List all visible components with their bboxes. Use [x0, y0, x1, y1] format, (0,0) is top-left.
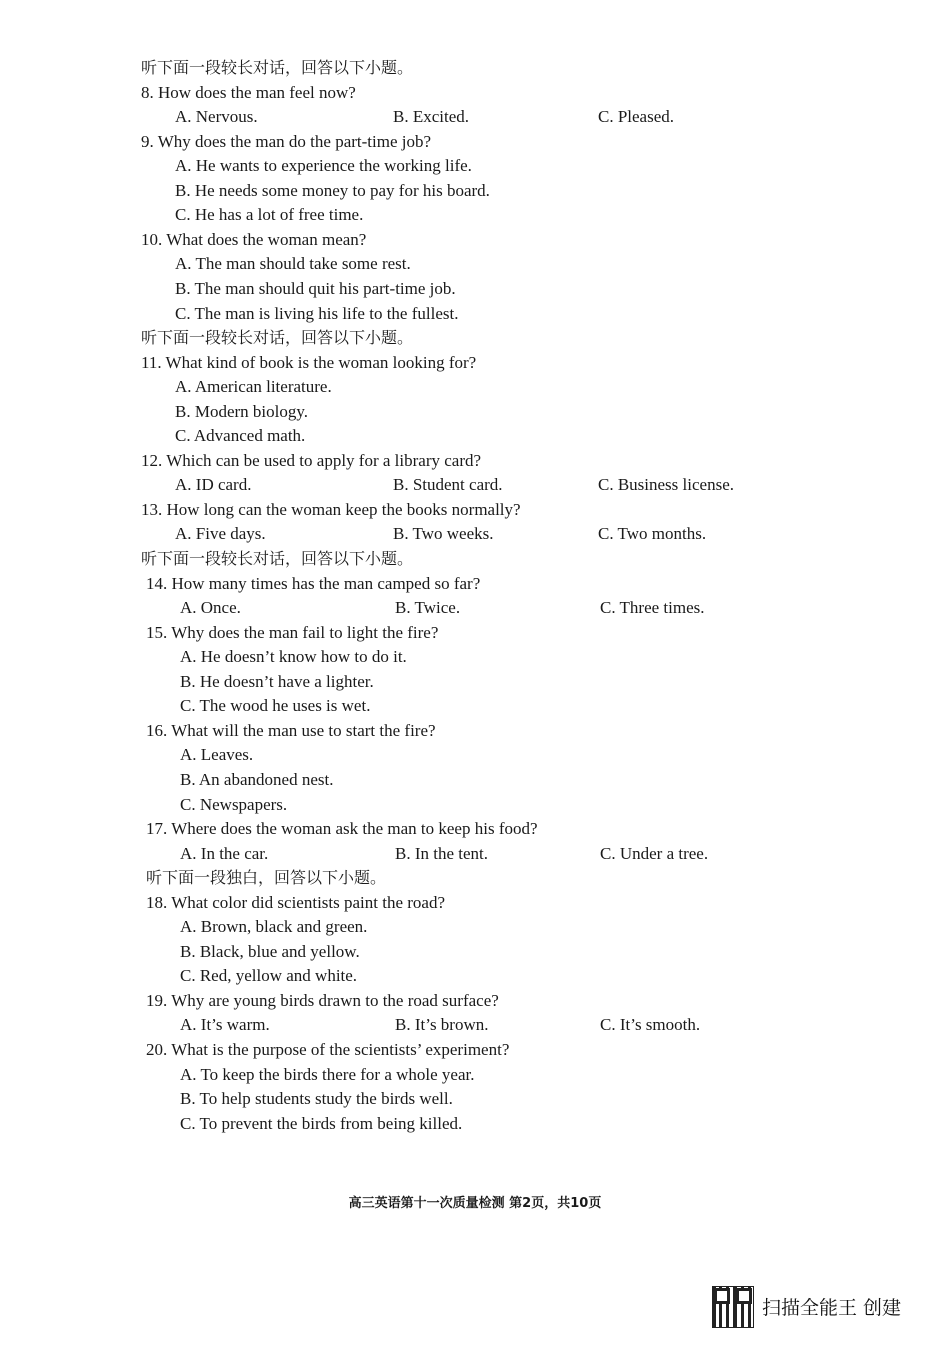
question-stem [0, 81, 950, 105]
option-text: C. The wood he uses is wet. [180, 696, 371, 716]
section-text: 听下面一段较长对话，回答以下小题。 [141, 58, 414, 77]
option-text: C. Red, yellow and white. [180, 966, 358, 986]
answer-option [0, 375, 950, 399]
section-instruction [0, 326, 950, 350]
option-text: B. The man should quit his part-time job. [175, 278, 456, 298]
answer-option [0, 424, 950, 448]
option-b: B. Twice. [395, 598, 461, 618]
question-text: 13. How long can the woman keep the books normally? [141, 499, 521, 519]
question-text: 15. Why does the man fail to light the fire? [146, 622, 439, 642]
qr-code-icon [712, 1286, 754, 1328]
option-a: A. Nervous. [175, 107, 258, 127]
question-text: 20. What is the purpose of the scientists’ experiment? [146, 1040, 510, 1059]
option-a: A. Five days. [175, 524, 266, 544]
watermark-text: 扫描全能王 创建 [762, 1297, 902, 1319]
answer-option [0, 793, 950, 817]
option-b: B. Two weeks. [393, 524, 494, 544]
question-stem [0, 989, 950, 1013]
answer-options-row [0, 596, 950, 620]
section-text: 听下面一段较长对话，回答以下小题。 [141, 549, 414, 568]
answer-option [0, 302, 950, 326]
question-text: 11. What kind of book is the woman looking for? [141, 352, 477, 372]
answer-option [0, 179, 950, 203]
section-text: 听下面一段较长对话，回答以下小题。 [141, 328, 414, 348]
answer-option [0, 940, 950, 964]
answer-options-row [0, 522, 950, 546]
option-text: A. The man should take some rest. [175, 254, 411, 274]
section-instruction [0, 866, 950, 890]
option-a: A. ID card. [175, 475, 252, 495]
question-stem [0, 228, 950, 252]
answer-option [0, 154, 950, 178]
option-text: A. To keep the birds there for a whole year. [180, 1064, 475, 1084]
question-stem [0, 891, 950, 915]
option-a: A. Once. [180, 598, 241, 618]
question-text: 12. Which can be used to apply for a library card? [141, 450, 482, 470]
answer-option [0, 964, 950, 988]
answer-options-row [0, 473, 950, 497]
option-b: B. It’s brown. [395, 1015, 489, 1035]
answer-option [0, 203, 950, 227]
option-text: C. To prevent the birds from being killed. [180, 1113, 463, 1133]
question-stem [0, 351, 950, 375]
option-text: C. Newspapers. [180, 794, 288, 814]
question-text: 17. Where does the woman ask the man to keep his food? [146, 819, 538, 839]
question-stem [0, 498, 950, 522]
answer-option [0, 400, 950, 424]
option-text: B. To help students study the birds well. [180, 1089, 453, 1109]
page-footer: 高三英语第十一次质量检测 第2页，共10页 [348, 1196, 602, 1211]
answer-option [0, 277, 950, 301]
option-c: C. Pleased. [598, 107, 675, 127]
option-text: B. Black, blue and yellow. [180, 941, 360, 961]
option-b: B. Excited. [393, 107, 470, 127]
option-text: B. An abandoned nest. [180, 769, 334, 789]
option-text: C. He has a lot of free time. [175, 205, 364, 225]
answer-option [0, 670, 950, 694]
option-c: C. Two months. [598, 524, 707, 544]
option-text: A. Leaves. [180, 745, 254, 765]
answer-option [0, 1063, 950, 1087]
question-stem [0, 719, 950, 743]
question-stem [0, 817, 950, 841]
option-text: A. Brown, black and green. [180, 917, 368, 937]
answer-option [0, 915, 950, 939]
question-text: 19. Why are young birds drawn to the road surface? [146, 990, 499, 1010]
option-text: B. He doesn’t have a lighter. [180, 671, 374, 691]
question-stem [0, 130, 950, 154]
scanner-watermark [712, 1286, 932, 1330]
answer-option [0, 694, 950, 718]
answer-options-row [0, 842, 950, 866]
option-a: A. In the car. [180, 843, 269, 863]
answer-option [0, 645, 950, 669]
option-text: B. Modern biology. [175, 401, 309, 421]
option-c: C. Three times. [600, 598, 705, 618]
option-text: A. American literature. [175, 377, 332, 397]
answer-option [0, 1112, 950, 1136]
question-text: 9. Why does the man do the part-time job? [141, 131, 432, 151]
section-instruction [0, 56, 950, 80]
question-text: 16. What will the man use to start the fire? [146, 720, 436, 740]
option-c: C. It’s smooth. [600, 1015, 701, 1035]
option-text: C. The man is living his life to the fullest. [175, 303, 459, 323]
option-text: C. Advanced math. [175, 426, 306, 446]
option-c: C. Business license. [598, 475, 734, 495]
answer-option [0, 768, 950, 792]
option-b: B. In the tent. [395, 843, 489, 863]
option-c: C. Under a tree. [600, 843, 709, 863]
question-text: 8. How does the man feel now? [141, 82, 356, 102]
option-b: B. Student card. [393, 475, 503, 495]
question-text: 14. How many times has the man camped so far? [146, 573, 481, 593]
answer-options-row [0, 105, 950, 129]
question-stem [0, 449, 950, 473]
answer-option [0, 252, 950, 276]
question-stem [0, 572, 950, 596]
question-text: 18. What color did scientists paint the road? [146, 892, 446, 912]
question-stem [0, 1038, 950, 1062]
section-text: 听下面一段独白，回答以下小题。 [146, 868, 387, 888]
option-a: A. It’s warm. [180, 1015, 270, 1035]
question-text: 10. What does the woman mean? [141, 229, 367, 249]
answer-option [0, 743, 950, 767]
answer-options-row [0, 1013, 950, 1037]
option-text: A. He doesn’t know how to do it. [180, 647, 407, 667]
option-text: A. He wants to experience the working life. [175, 156, 472, 176]
question-stem [0, 621, 950, 645]
section-instruction [0, 547, 950, 571]
answer-option [0, 1087, 950, 1111]
option-text: B. He needs some money to pay for his board. [175, 180, 490, 200]
